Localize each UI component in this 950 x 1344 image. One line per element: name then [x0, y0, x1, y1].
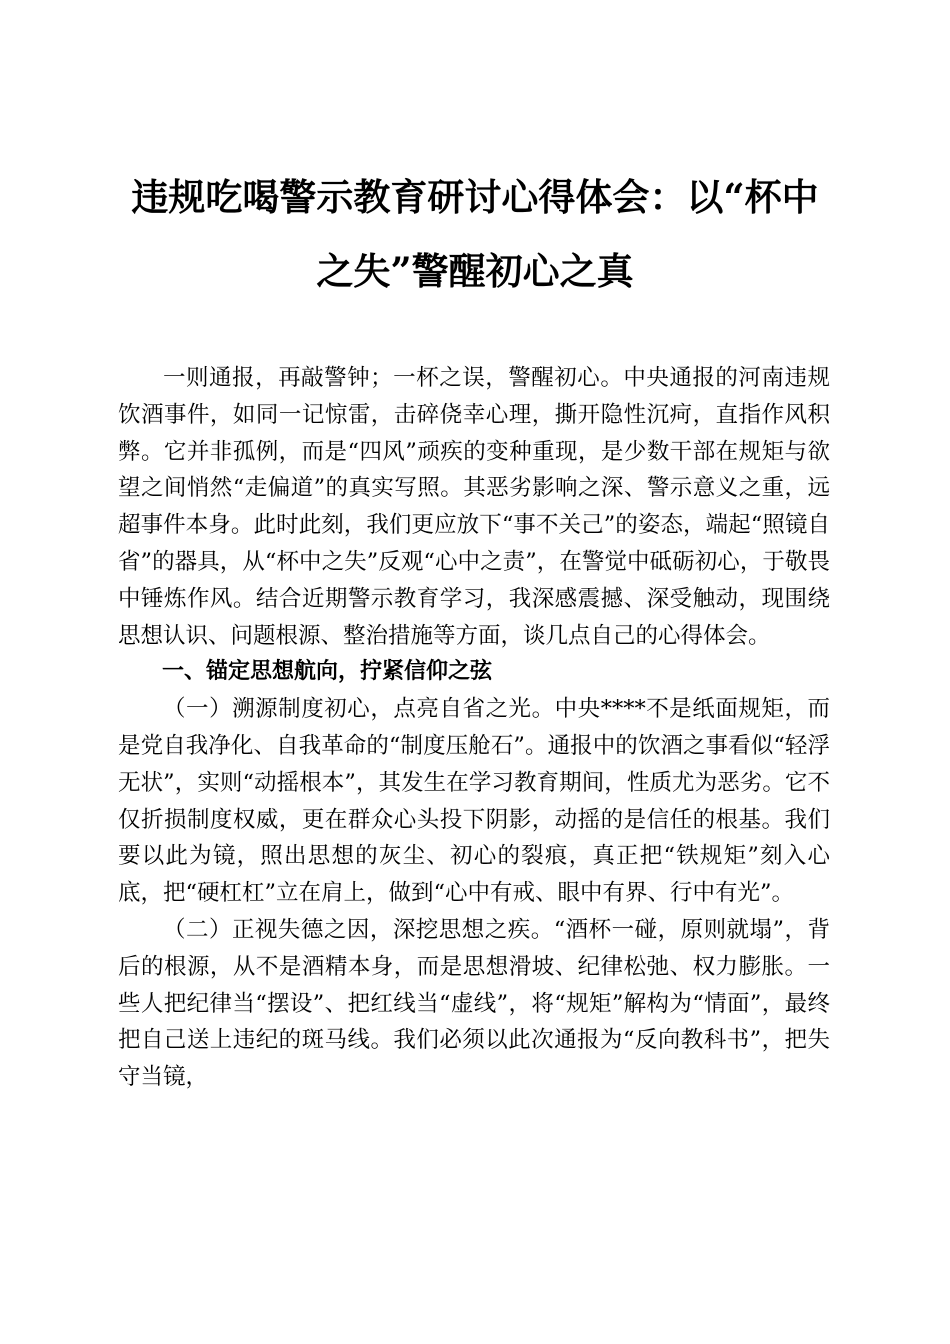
- intro-paragraph: 一则通报，再敲警钟；一杯之误，警醒初心。中央通报的河南违规饮酒事件，如同一记惊雷，击碎侥幸心理，撕开隐性沉疴，直指作风积弊。它并非孤例，而是“四风”顽疾的变种重现，是少数干部在规矩与欲望之间悄然“走偏道”的真实写照。其恶劣影响之深、警示意义之重，远超事件本身。此时此刻，我们更应放下“事不关己”的姿态，端起“照镜自省”的器具，从“杯中之失”反观“心中之责”，在警觉中砥砺初心，于敬畏中锤炼作风。结合近期警示教育学习，我深感震撼、深受触动，现围绕思想认识、问题根源、整治措施等方面，谈几点自己的心得体会。: [118, 365, 830, 649]
- document-body: [118, 360, 830, 1096]
- document-title: 违规吃喝警示教育研讨心得体会：以“杯中之失”警醒初心之真: [131, 175, 819, 293]
- subsection-paragraph-2: （二）正视失德之因，深挖思想之疾。“酒杯一碰，原则就塌”，背后的根源，从不是酒精本身，而是思想滑坡、纪律松弛、权力膨胀。一些人把纪律当“摆设”、把红线当“虚线”，将“规矩”解构为“情面”，最终把自己送上违纪的斑马线。我们必须以此次通报为“反向教科书”，把失守当镜，: [118, 916, 830, 1091]
- subsection-paragraph-1: （一）溯源制度初心，点亮自省之光。中央****不是纸面规矩，而是党自我净化、自我革命的“制度压舱石”。通报中的饮酒之事看似“轻浮无状”，实则“动摇根本”，其发生在学习教育期间，性质尤为恶劣。它不仅折损制度权威，更在群众心头投下阴影，动摇的是信任的根基。我们要以此为镜，照出思想的灰尘、初心的裂痕，真正把“铁规矩”刻入心底，把“硬杠杠”立在肩上，做到“心中有戒、眼中有界、行中有光”。: [118, 696, 830, 907]
- section-heading-1: 一、锚定思想航向，拧紧信仰之弦: [162, 659, 493, 685]
